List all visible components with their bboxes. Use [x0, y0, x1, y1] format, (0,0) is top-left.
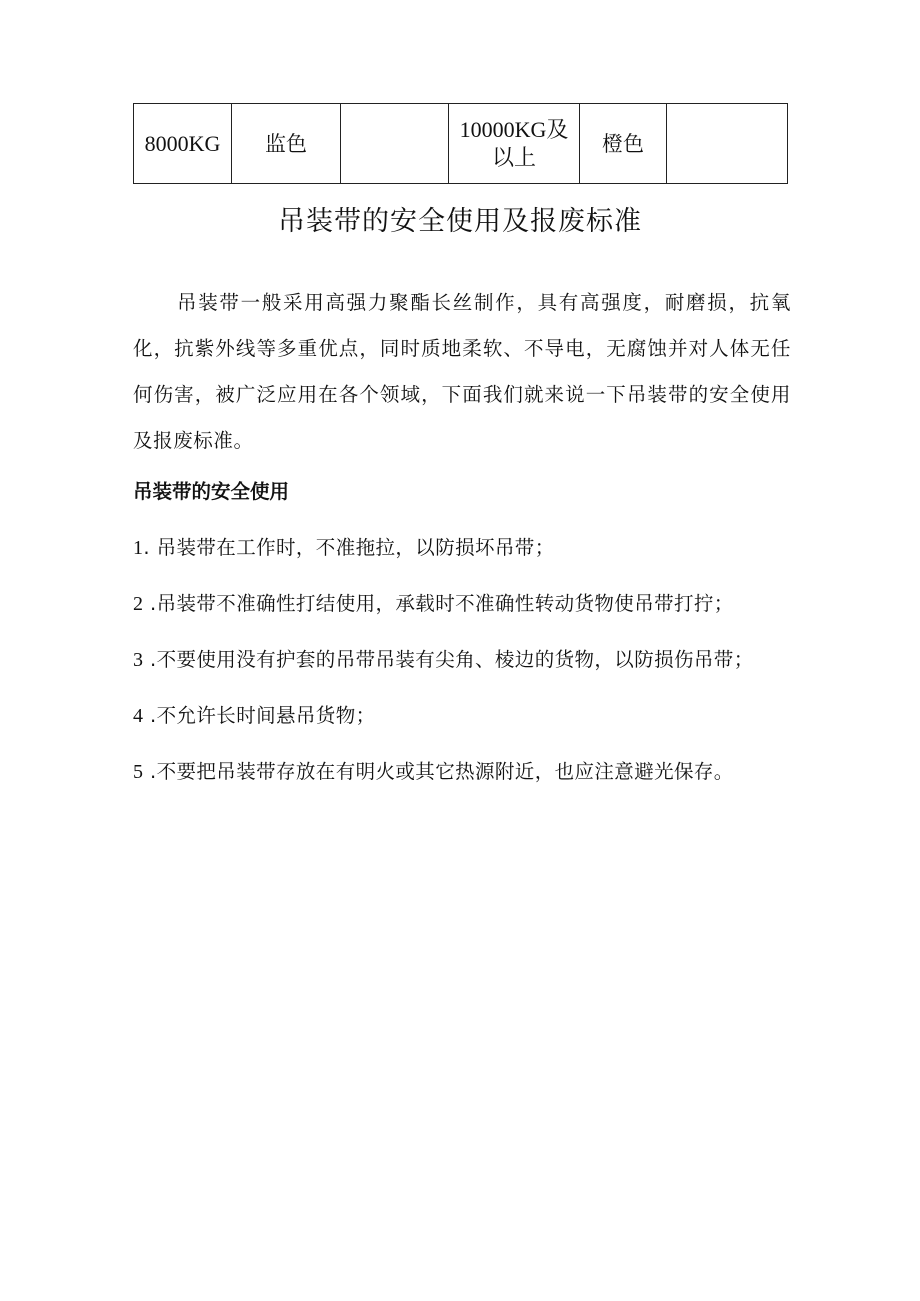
document-title: 吊装带的安全使用及报废标准 [278, 206, 642, 238]
section-heading: 吊装带的安全使用 [133, 480, 290, 503]
list-item-number: 1 [133, 537, 144, 559]
table-cell-load: 10000KG及以上 [449, 104, 580, 184]
list-item-text: .不要使用没有护套的吊带吊装有尖角、棱边的货物，以防损伤吊带； [143, 648, 754, 671]
list-item-number: 4 [133, 705, 144, 727]
list-item-text: .不要把吊装带存放在有明火或其它热源附近，也应注意避光保存。 [143, 760, 734, 783]
list-item-number: 2 [133, 593, 144, 615]
load-color-table [133, 103, 788, 184]
list-item [133, 576, 773, 632]
table-cell-empty [341, 104, 449, 184]
list-item-number: 3 [133, 649, 144, 671]
list-item [133, 688, 773, 744]
list-item [133, 744, 773, 800]
intro-paragraph: 吊装带一般采用高强力聚酯长丝制作，具有高强度，耐磨损，抗氧化，抗紫外线等多重优点，同时质地柔软、不导电，无腐蚀并对人体无任何伤害，被广泛应用在各个领域，下面我们就来说一下吊装带的安全使用及报废标准。 [133, 291, 791, 452]
safety-rules-list [133, 520, 773, 800]
table-cell-empty [667, 104, 788, 184]
list-item [133, 520, 773, 576]
list-item-number: 5 [133, 761, 144, 783]
list-item [133, 632, 773, 688]
table-cell-load: 8000KG [134, 104, 232, 184]
table-row [134, 104, 788, 184]
table-cell-color: 监色 [232, 104, 341, 184]
list-item-text: . 吊装带在工作时，不准拖拉，以防损坏吊带； [143, 536, 555, 559]
table-cell-color: 橙色 [580, 104, 667, 184]
list-item-text: .不允许长时间悬吊货物； [143, 704, 376, 727]
list-item-text: .吊装带不准确性打结使用，承载时不准确性转动货物使吊带打拧； [143, 592, 734, 615]
